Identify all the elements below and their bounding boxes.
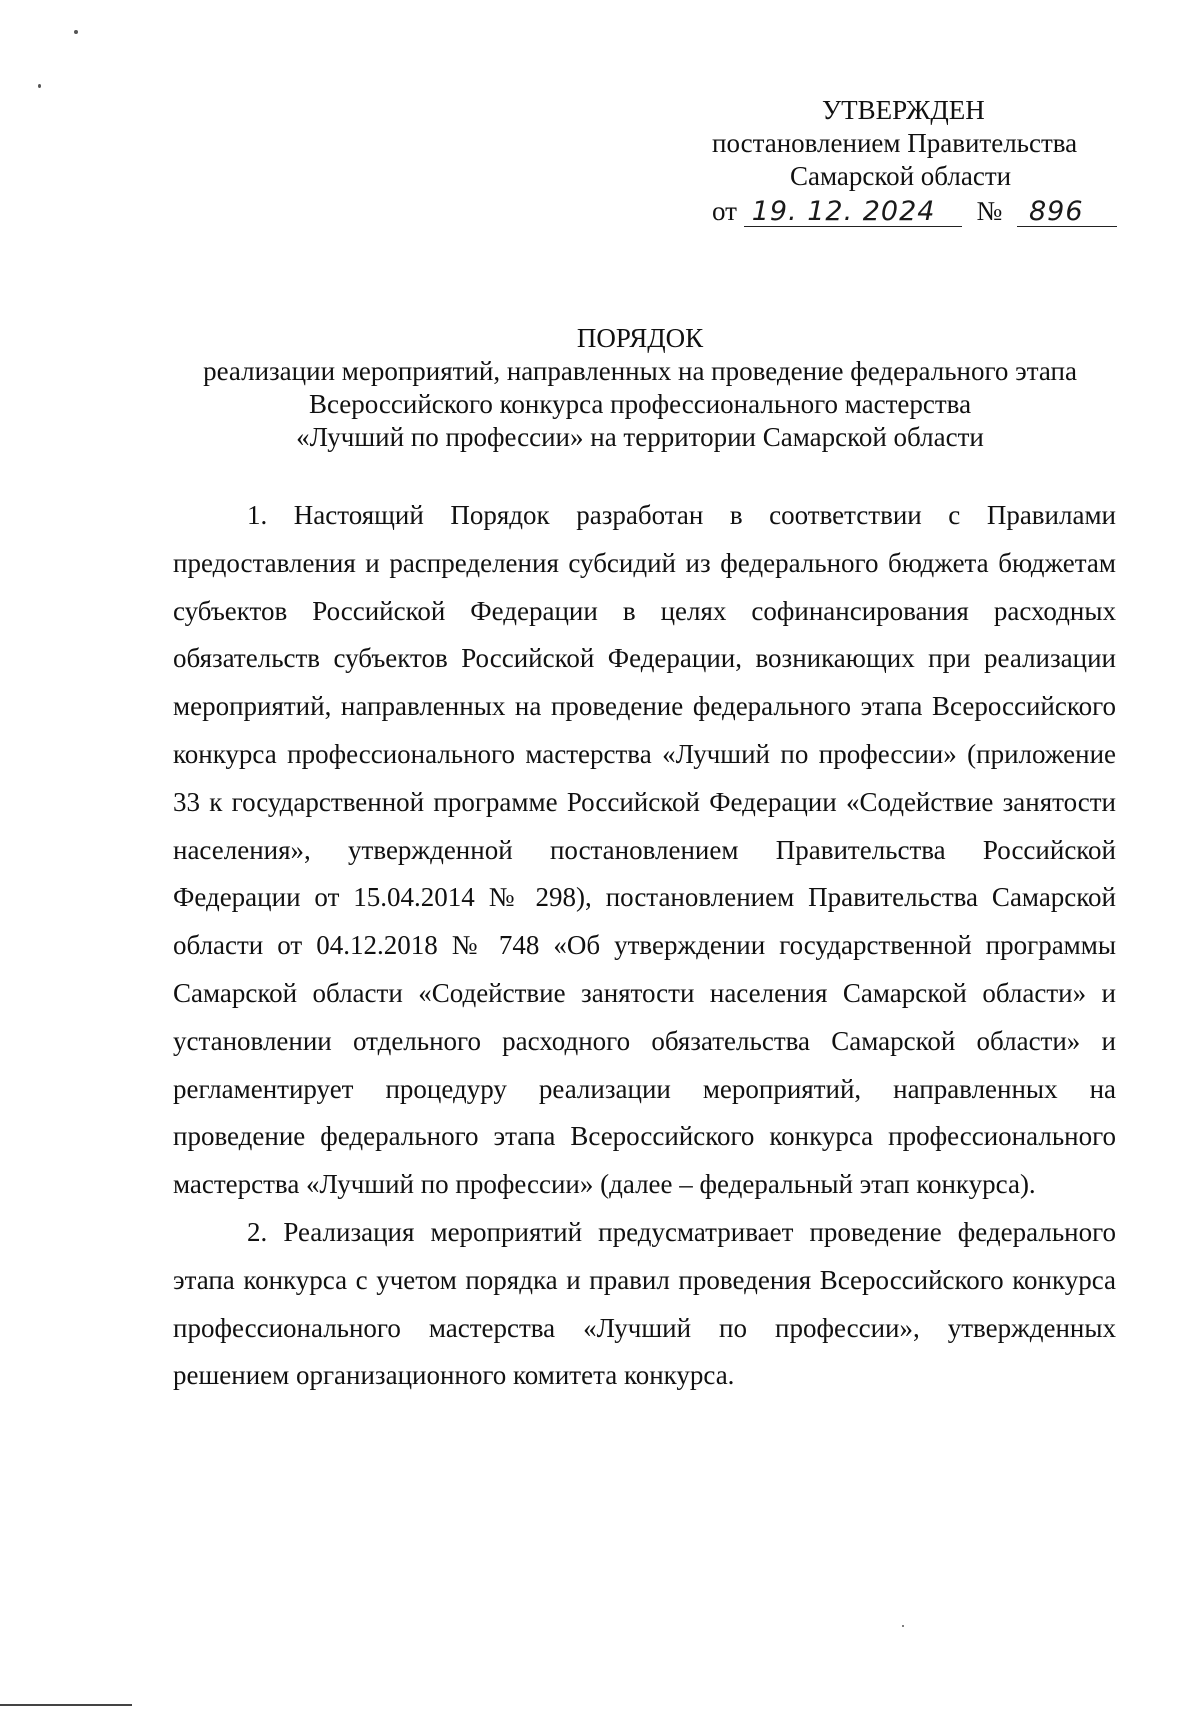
from-label: от [712, 196, 737, 226]
approval-date: 19. 12. 2024 [744, 198, 962, 227]
approval-line-region: Самарской области [790, 161, 1012, 191]
number-label: № [976, 196, 1003, 226]
approval-block [700, 94, 1120, 228]
approval-number: 896 [1017, 198, 1117, 227]
scan-speck [902, 1625, 904, 1627]
document-subtitle-line-1: реализации мероприятий, направленных на проведение федерального этапа [203, 356, 1077, 386]
scan-speck [74, 30, 78, 34]
scan-speck [38, 84, 41, 88]
approval-line-resolution: постановлением Правительства [712, 128, 1078, 158]
paragraph-2: 2. Реализация мероприятий предусматривает проведение федерального этапа конкурса с учетом порядка и правил проведения Всероссийского конкурса профессионального мастерства «Лучший по профессии», утвержденных решением организационного комитета конкурса. [173, 1216, 1116, 1391]
approval-heading: УТВЕРЖДЕН [822, 95, 985, 125]
paragraph-1: 1. Настоящий Порядок разработан в соответствии с Правилами предоставления и распределения субсидий из федерального бюджета бюджетам субъектов Российской Федерации в целях софинансирования расходных обязательств субъектов Российской Федерации, возникающих при реализации мероприятий, направленных на проведение федерального этапа Всероссийского конкурса профессионального мастерства «Лучший по профессии» (приложение 33 к государственной программе Российской Федерации «Содействие занятости населения», утвержденной постановлением Правительства Российской Федерации от 15.04.2014 № 298), постановлением Правительства Самарской области от 04.12.2018 № 748 «Об утверждении государственной программы Самарской области «Содействие занятости населения Самарской области» и установлении отдельного расходного обязательства Самарской области» и регламентирует процедуру реализации мероприятий, направленных на проведение федерального этапа Всероссийского конкурса профессионального мастерства «Лучший по профессии» (далее – федеральный этап конкурса). [173, 500, 1116, 1200]
document-subtitle-line-3: «Лучший по профессии» на территории Самарской области [296, 422, 984, 452]
approval-date-number-line [712, 195, 1120, 228]
document-title-block [140, 322, 1140, 454]
document-body [173, 492, 1116, 1400]
scan-edge-line [0, 1704, 132, 1706]
document-title: ПОРЯДОК [576, 323, 704, 353]
document-subtitle-line-2: Всероссийского конкурса профессионального мастерства [308, 389, 972, 419]
